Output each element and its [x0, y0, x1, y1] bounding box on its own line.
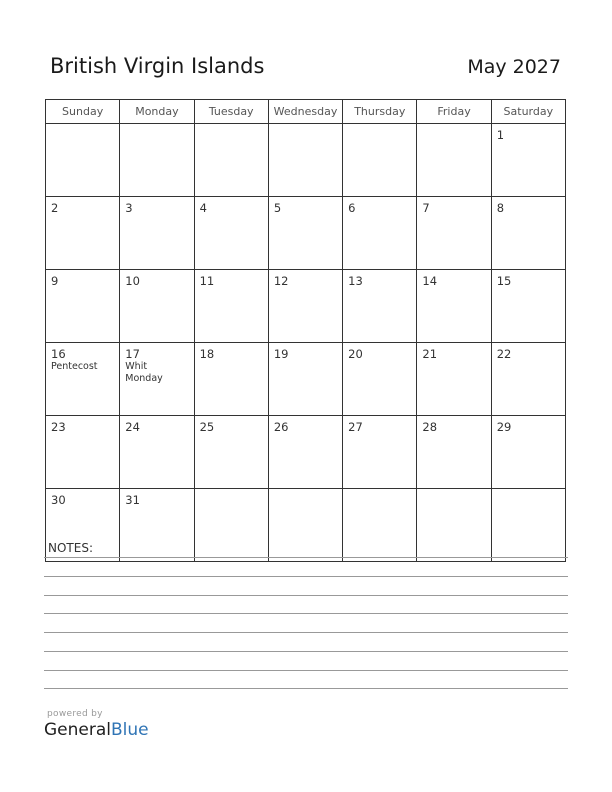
day-number: 24 [125, 420, 140, 434]
notes-line [44, 688, 568, 689]
notes-line [44, 576, 568, 577]
notes-label: NOTES: [48, 541, 93, 555]
day-cell [194, 197, 268, 270]
notes-line [44, 595, 568, 596]
day-cell [268, 416, 342, 489]
week-row [46, 489, 566, 562]
weekday-header-row [46, 100, 566, 124]
holiday-label: Pentecost [51, 361, 98, 372]
day-cell [120, 270, 194, 343]
day-number: 22 [496, 347, 512, 361]
day-number: 9 [51, 274, 59, 288]
powered-by-text: powered by [47, 709, 103, 719]
day-cell [120, 489, 194, 562]
week-row [46, 124, 566, 197]
day-cell [120, 416, 194, 489]
day-number: 10 [125, 274, 140, 288]
day-cell [343, 343, 417, 416]
day-cell [194, 343, 268, 416]
weekday-thursday: Thursday [343, 100, 417, 124]
day-cell [120, 124, 194, 197]
week-row [46, 270, 566, 343]
day-cell [343, 124, 417, 197]
day-number: 4 [199, 201, 207, 215]
notes-line [44, 670, 568, 671]
day-cell [120, 343, 194, 416]
day-cell [491, 489, 565, 562]
day-number: 31 [125, 493, 140, 507]
day-cell [268, 197, 342, 270]
weekday-wednesday: Wednesday [268, 100, 342, 124]
notes-line [44, 651, 568, 652]
day-number: 18 [199, 347, 215, 361]
day-cell [417, 489, 491, 562]
day-number: 29 [496, 420, 512, 434]
day-number: 12 [273, 274, 289, 288]
week-row [46, 197, 566, 270]
day-cell [194, 416, 268, 489]
day-cell [417, 270, 491, 343]
weekday-saturday: Saturday [491, 100, 565, 124]
day-cell [343, 416, 417, 489]
day-cell [343, 270, 417, 343]
day-cell [417, 124, 491, 197]
day-number: 26 [273, 420, 289, 434]
day-cell [46, 343, 120, 416]
day-cell [417, 416, 491, 489]
notes-line [44, 613, 568, 614]
day-number: 23 [51, 420, 66, 434]
day-cell [343, 197, 417, 270]
day-number: 17 [125, 347, 140, 361]
week-row [46, 343, 566, 416]
day-cell [268, 124, 342, 197]
day-cell [194, 124, 268, 197]
day-cell [46, 124, 120, 197]
day-number: 21 [422, 347, 438, 361]
day-cell [491, 124, 565, 197]
day-number: 2 [51, 201, 59, 215]
brand-blue: Blue [111, 720, 149, 740]
day-number: 11 [199, 274, 215, 288]
month-label: May 2027 [467, 56, 561, 78]
notes-line [44, 632, 568, 633]
brand-general: General [44, 720, 111, 740]
day-cell [491, 270, 565, 343]
day-number: 20 [348, 347, 363, 361]
day-number: 28 [422, 420, 438, 434]
calendar-grid [45, 99, 566, 562]
brand-logo [44, 720, 149, 740]
day-cell [343, 489, 417, 562]
day-number: 6 [348, 201, 356, 215]
page-title: British Virgin Islands [50, 54, 265, 78]
day-number: 15 [496, 274, 512, 288]
day-cell [268, 270, 342, 343]
day-number: 14 [422, 274, 438, 288]
day-cell [46, 270, 120, 343]
day-cell [120, 197, 194, 270]
day-number: 7 [422, 201, 430, 215]
day-cell [268, 343, 342, 416]
day-number: 3 [125, 201, 133, 215]
weekday-tuesday: Tuesday [194, 100, 268, 124]
day-cell [491, 416, 565, 489]
day-cell [417, 343, 491, 416]
day-cell [194, 270, 268, 343]
day-number: 25 [199, 420, 215, 434]
day-number: 27 [348, 420, 363, 434]
day-cell [46, 197, 120, 270]
notes-line [44, 557, 568, 558]
holiday-label: Whit Monday [125, 361, 163, 384]
weekday-sunday: Sunday [46, 100, 120, 124]
day-number: 16 [51, 347, 66, 361]
day-cell [491, 197, 565, 270]
day-cell [417, 197, 491, 270]
day-cell [268, 489, 342, 562]
week-row [46, 416, 566, 489]
day-number: 1 [496, 128, 505, 142]
day-number: 19 [273, 347, 289, 361]
weekday-friday: Friday [417, 100, 491, 124]
day-cell [491, 343, 565, 416]
day-number: 8 [496, 201, 505, 215]
weekday-monday: Monday [120, 100, 194, 124]
day-number: 30 [51, 493, 66, 507]
day-cell [46, 416, 120, 489]
day-number: 5 [273, 201, 282, 215]
day-cell [194, 489, 268, 562]
day-number: 13 [348, 274, 363, 288]
